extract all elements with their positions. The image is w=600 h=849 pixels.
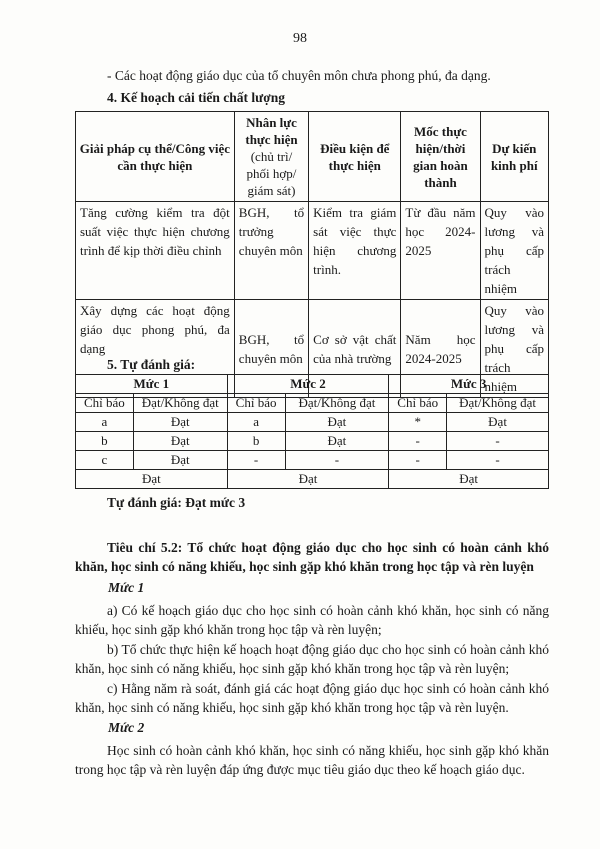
eval-cell: - bbox=[447, 432, 549, 451]
eval-cell: Đạt bbox=[285, 413, 389, 432]
eval-cell: - bbox=[285, 451, 389, 470]
eval-cell: - bbox=[227, 451, 285, 470]
plan-header-budget: Dự kiến kinh phí bbox=[480, 112, 549, 202]
eval-cell: - bbox=[389, 432, 447, 451]
eval-subheader: Chỉ báo bbox=[76, 394, 134, 413]
self-evaluation: Tự đánh giá: Đạt mức 3 bbox=[107, 495, 246, 510]
plan-table bbox=[75, 111, 549, 398]
criterion-title: Tiêu chí 5.2: Tổ chức hoạt động giáo dục cho học sinh có hoàn cảnh khó khăn, học sinh có năng khiếu, học sinh gặp khó khăn trong học tập và rèn luyện bbox=[75, 540, 549, 574]
plan-cell: Xây dựng các hoạt động giáo dục phong phú, đa dạng bbox=[76, 300, 235, 398]
eval-cell: a bbox=[76, 413, 134, 432]
eval-cell: Đạt bbox=[133, 413, 227, 432]
plan-cell: Năm học 2024-2025 bbox=[401, 300, 480, 398]
plan-table-header bbox=[76, 112, 549, 202]
section5-title: 5. Tự đánh giá: bbox=[107, 357, 196, 372]
eval-cell: Đạt bbox=[447, 413, 549, 432]
eval-level-3: Mức 3 bbox=[389, 375, 549, 394]
eval-cell: - bbox=[389, 451, 447, 470]
table-row bbox=[76, 413, 549, 432]
plan-header-conditions: Điều kiện để thực hiện bbox=[309, 112, 401, 202]
plan-cell: Kiểm tra giám sát việc thực hiện chương trình. bbox=[309, 202, 401, 300]
eval-subheader-row bbox=[76, 394, 549, 413]
eval-cell: b bbox=[76, 432, 134, 451]
eval-cell: - bbox=[447, 451, 549, 470]
eval-subheader: Đạt/Không đạt bbox=[285, 394, 389, 413]
eval-total-row bbox=[76, 470, 549, 489]
table-row bbox=[76, 202, 549, 300]
level1-item-a: a) Có kế hoạch giáo dục cho học sinh có hoàn cảnh khó khăn, học sinh có năng khiếu, học sinh gặp khó khăn trong học tập và rèn luyện; bbox=[75, 603, 549, 637]
plan-header-staff-main: Nhân lực thực hiện bbox=[245, 115, 298, 147]
eval-cell: Đạt bbox=[133, 451, 227, 470]
plan-header-solution: Giải pháp cụ thể/Công việc cần thực hiện bbox=[76, 112, 235, 202]
eval-level-1: Mức 1 bbox=[76, 375, 228, 394]
eval-cell: Đạt bbox=[285, 432, 389, 451]
eval-cell: c bbox=[76, 451, 134, 470]
plan-cell: BGH, tổ trưởng chuyên môn bbox=[234, 202, 308, 300]
eval-subheader: Chỉ báo bbox=[389, 394, 447, 413]
eval-level-row bbox=[76, 375, 549, 394]
eval-total-2: Đạt bbox=[227, 470, 389, 489]
level1-item-c: c) Hằng năm rà soát, đánh giá các hoạt động giáo dục học sinh có hoàn cảnh khó khăn, học sinh có năng khiếu, học sinh gặp khó khăn trong học tập và rèn luyện. bbox=[75, 681, 549, 715]
intro-line: - Các hoạt động giáo dục của tổ chuyên môn chưa phong phú, đa dạng. bbox=[107, 68, 491, 83]
evaluation-table bbox=[75, 374, 549, 489]
plan-cell: Cơ sở vật chất của nhà trường bbox=[309, 300, 401, 398]
level1-item-b: b) Tổ chức thực hiện kế hoạch hoạt động giáo dục cho học sinh có hoàn cảnh khó khăn, học sinh có năng khiếu, học sinh gặp khó khăn trong học tập và rèn luyện; bbox=[75, 642, 549, 676]
table-row bbox=[76, 451, 549, 470]
eval-total-3: Đạt bbox=[389, 470, 549, 489]
eval-cell: * bbox=[389, 413, 447, 432]
level2-text: Học sinh có hoàn cảnh khó khăn, học sinh có năng khiếu, học sinh gặp khó khăn trong học tập và rèn luyện đáp ứng được mục tiêu giáo dục theo kế hoạch giáo dục. bbox=[75, 743, 549, 777]
plan-cell: Từ đầu năm học 2024-2025 bbox=[401, 202, 480, 300]
eval-cell: a bbox=[227, 413, 285, 432]
plan-cell: Quy vào lương và phụ cấp trách nhiệm bbox=[480, 300, 549, 398]
level1-title: Mức 1 bbox=[108, 580, 145, 595]
level2-title: Mức 2 bbox=[108, 720, 145, 735]
eval-level-2: Mức 2 bbox=[227, 375, 389, 394]
eval-cell: b bbox=[227, 432, 285, 451]
eval-cell: Đạt bbox=[133, 432, 227, 451]
plan-header-staff-detail: (chủ trì/ phối hợp/ giám sát) bbox=[246, 149, 297, 198]
plan-header-timeline: Mốc thực hiện/thời gian hoàn thành bbox=[401, 112, 480, 202]
eval-total-1: Đạt bbox=[76, 470, 228, 489]
eval-subheader: Đạt/Không đạt bbox=[133, 394, 227, 413]
section4-title: 4. Kế hoạch cải tiến chất lượng bbox=[107, 90, 285, 105]
plan-cell: Tăng cường kiểm tra đột suất việc thực hiện chương trình để kịp thời điều chỉnh bbox=[76, 202, 235, 300]
table-row bbox=[76, 432, 549, 451]
eval-subheader: Chỉ báo bbox=[227, 394, 285, 413]
eval-subheader: Đạt/Không đạt bbox=[447, 394, 549, 413]
plan-cell: Quy vào lương và phụ cấp trách nhiệm bbox=[480, 202, 549, 300]
page-number: 98 bbox=[293, 31, 307, 46]
plan-cell: BGH, tổ chuyên môn bbox=[234, 300, 308, 398]
plan-header-staff bbox=[234, 112, 308, 202]
